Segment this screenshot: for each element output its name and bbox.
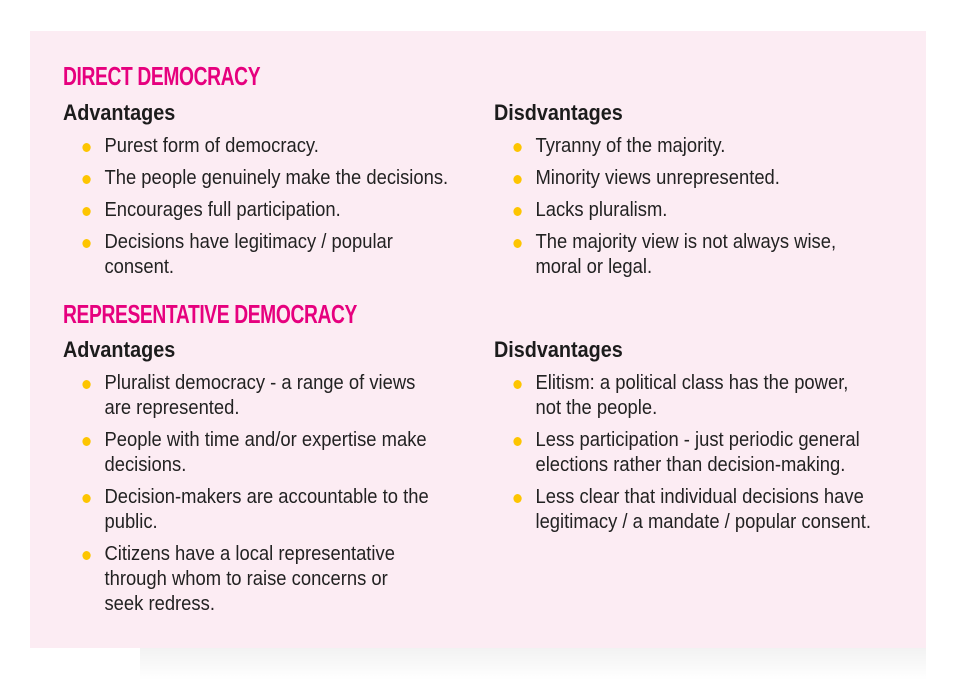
direct-disadvantages-heading: Disdvantages [494,100,623,125]
bullet-icon [513,175,521,184]
list-item: Encourages full participation. [64,198,460,223]
representative-advantages-list [64,371,484,624]
representative-democracy-title: REPRESENTATIVE DEMOCRACY [63,299,357,329]
bullet-icon [82,494,90,503]
list-item: Minority views unrepresented. [495,166,881,191]
list-item: Decisions have legitimacy / popular consent. [64,230,460,280]
representative-disadvantages-heading: Disdvantages [494,337,623,362]
direct-disadvantages-list [495,134,915,287]
direct-advantages-heading: Advantages [63,100,176,125]
bullet-icon [513,239,521,248]
list-item: The majority view is not always wise, moral or legal. [495,230,881,280]
list-item: Less clear that individual decisions have legitimacy / a mandate / popular consent. [495,485,881,535]
list-item: People with time and/or expertise make decisions. [64,428,450,478]
list-item: Lacks pluralism. [495,198,881,223]
bullet-icon [513,437,521,446]
direct-advantages-list [64,134,494,287]
bullet-icon [513,207,521,216]
bullet-icon [82,175,90,184]
list-item: Less participation - just periodic general elections rather than decision-making. [495,428,881,478]
bullet-icon [513,380,521,389]
bullet-icon [513,494,521,503]
bullet-icon [82,207,90,216]
representative-disadvantages-list [495,371,915,542]
direct-democracy-title: DIRECT DEMOCRACY [63,61,261,91]
list-item: Pluralist democracy - a range of views are represented. [64,371,450,421]
bullet-icon [82,380,90,389]
list-item: Elitism: a political class has the power, not the people. [495,371,881,421]
list-item: Purest form of democracy. [64,134,460,159]
bullet-icon [82,551,90,560]
list-item: The people genuinely make the decisions. [64,166,460,191]
list-item: Citizens have a local representative through whom to raise concerns or seek redress. [64,542,450,617]
card-shadow [140,648,926,680]
bullet-icon [82,437,90,446]
list-item: Tyranny of the majority. [495,134,881,159]
bullet-icon [82,143,90,152]
list-item: Decision-makers are accountable to the public. [64,485,450,535]
representative-advantages-heading: Advantages [63,337,176,362]
bullet-icon [513,143,521,152]
bullet-icon [82,239,90,248]
